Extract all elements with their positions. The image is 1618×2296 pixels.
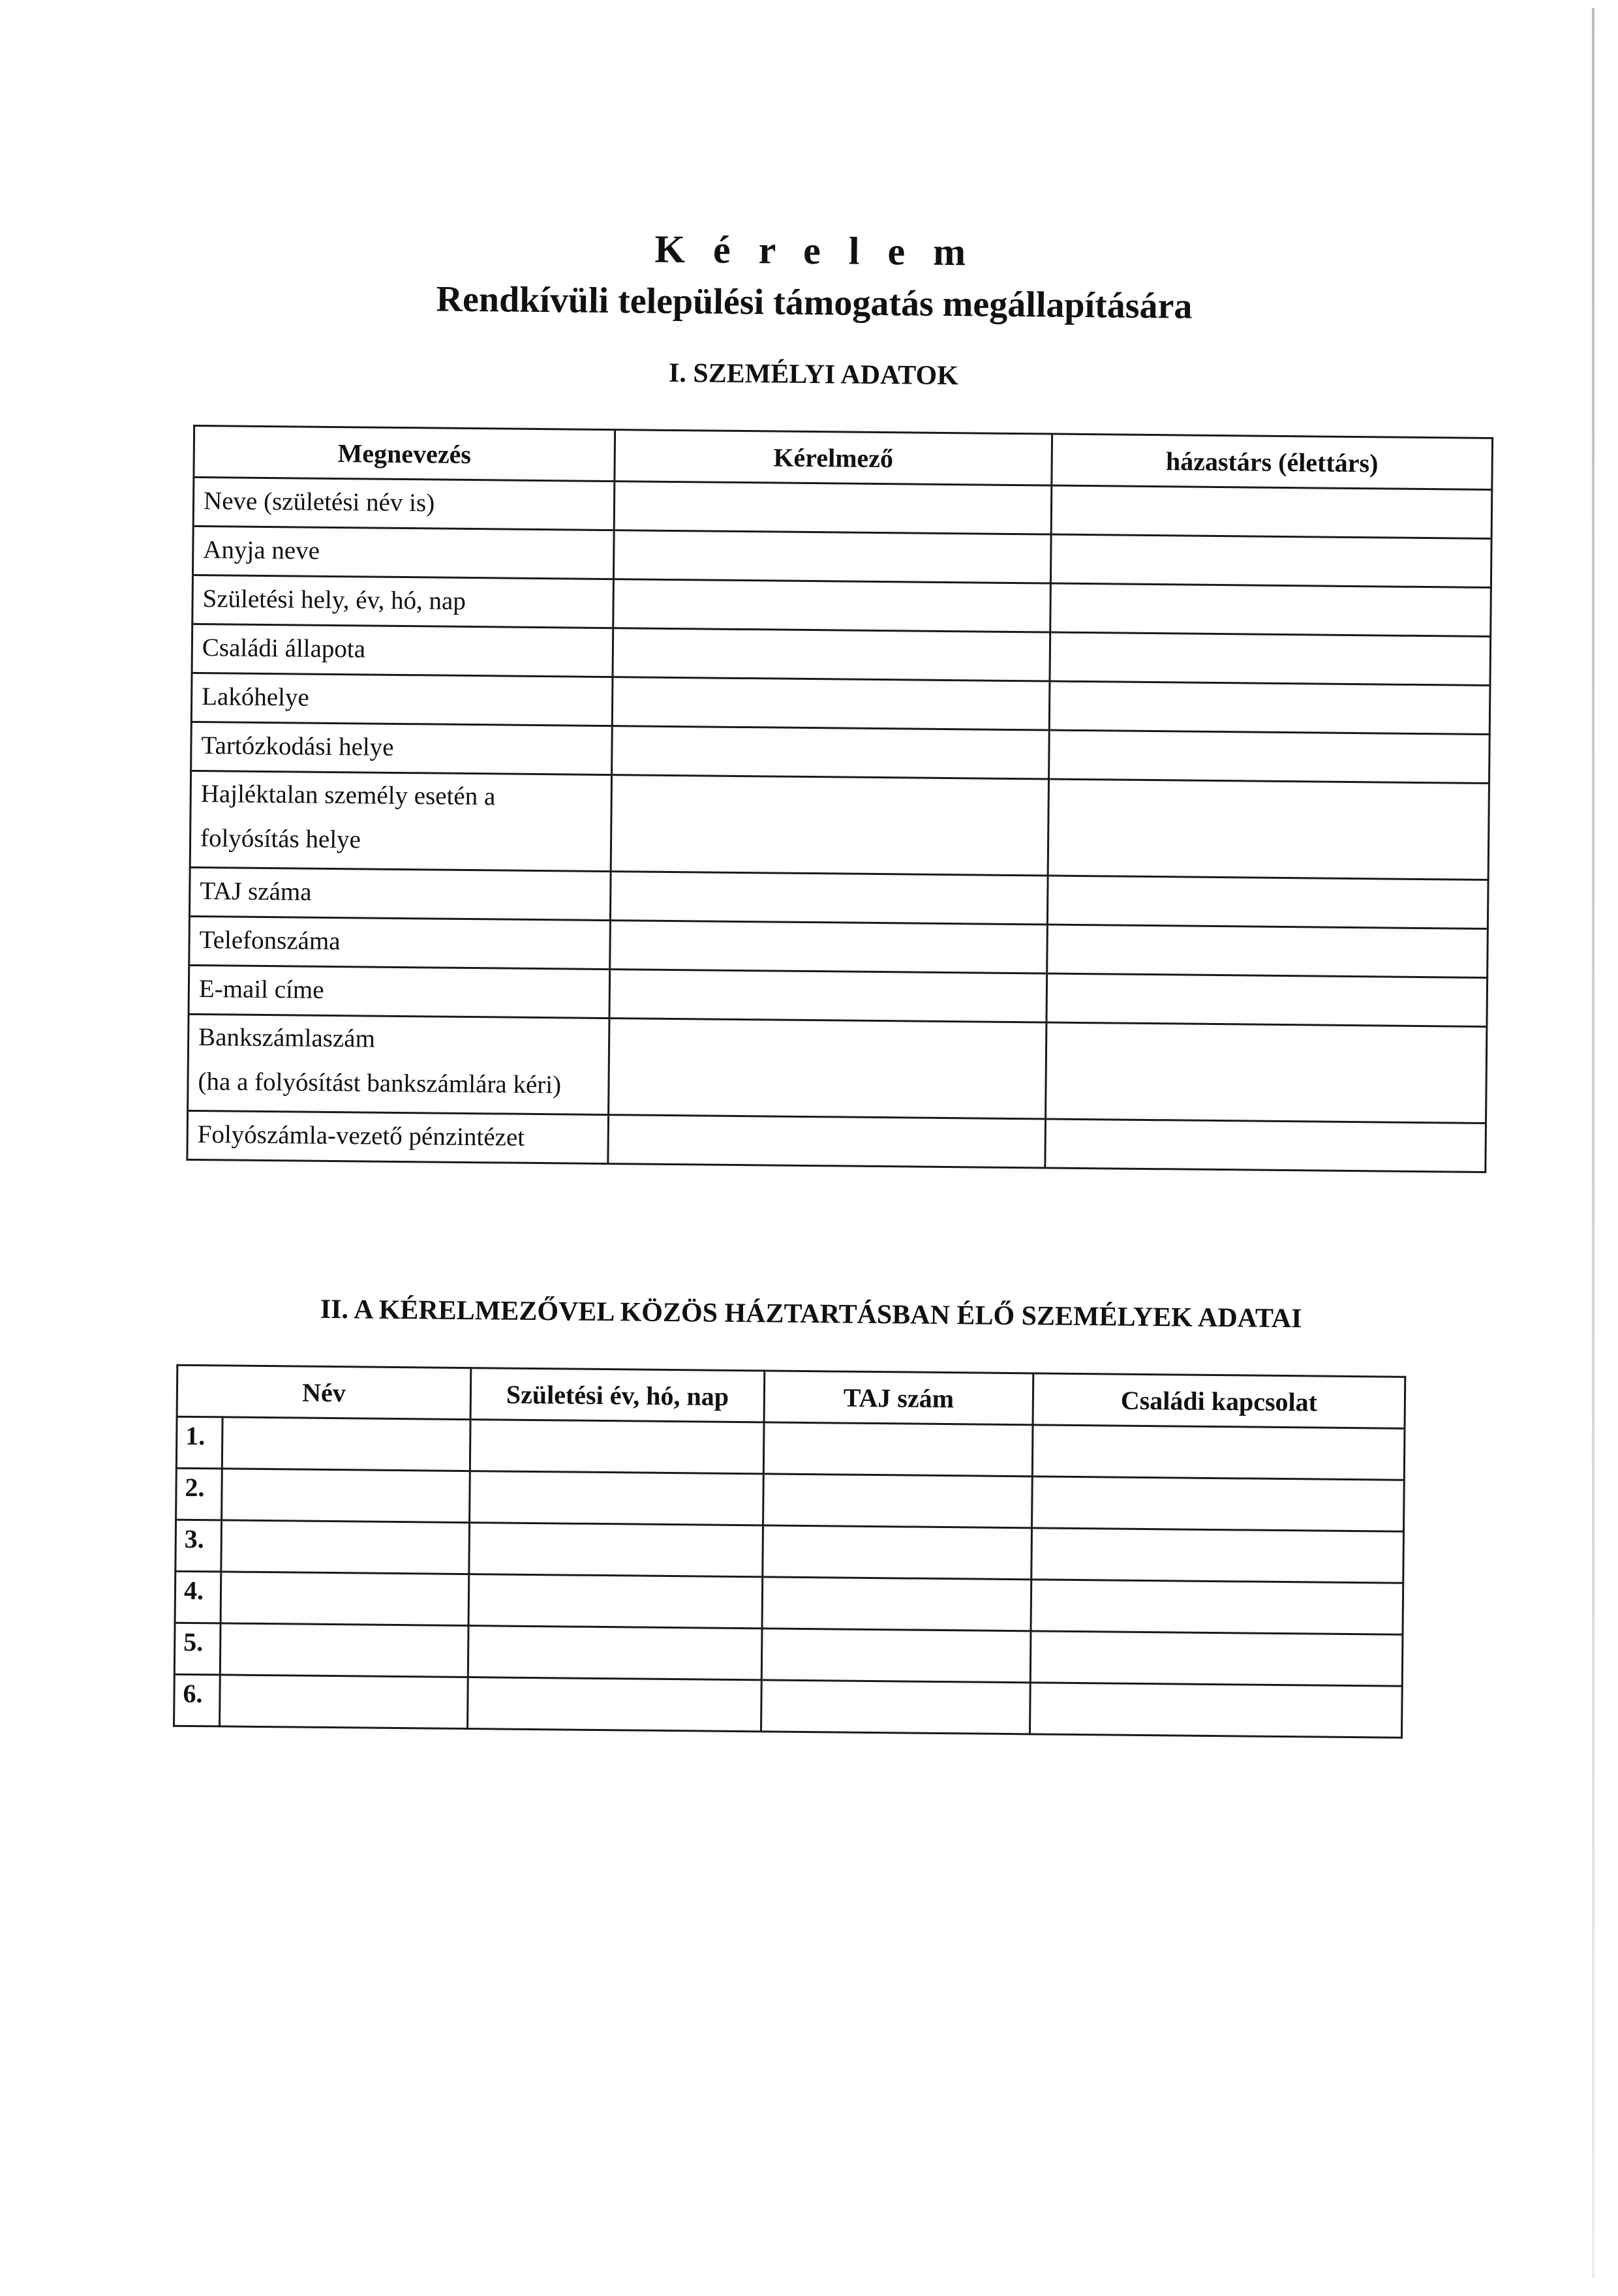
spouse-bank-institution-field[interactable] <box>1045 1119 1486 1172</box>
row-label-line: Bankszámlaszám <box>198 1023 376 1053</box>
spouse-taj-field[interactable] <box>1047 876 1488 928</box>
spouse-name-field[interactable] <box>1051 485 1492 538</box>
member-name-field[interactable] <box>220 1623 468 1677</box>
spouse-birth-field[interactable] <box>1050 583 1491 636</box>
row-label-bank-institution: Folyószámla-vezető pénzintézet <box>187 1110 609 1163</box>
row-label-bank-account <box>188 1014 609 1114</box>
document-title: K é r e l e m <box>654 227 975 274</box>
column-header-relation: Családi kapcsolat <box>1033 1373 1405 1428</box>
member-birth-field[interactable] <box>470 1420 764 1474</box>
column-header-applicant: Kérelmező <box>615 430 1052 485</box>
column-header-designation: Megnevezés <box>194 425 615 481</box>
spouse-marital-status-field[interactable] <box>1050 632 1491 685</box>
household-members-table <box>173 1364 1406 1739</box>
applicant-homeless-payment-place-field[interactable] <box>611 775 1048 876</box>
member-relation-field[interactable] <box>1031 1580 1403 1634</box>
applicant-name-field[interactable] <box>614 482 1052 534</box>
table-row <box>188 1014 1487 1123</box>
row-label-phone: Telefonszáma <box>189 916 611 969</box>
member-relation-field[interactable] <box>1030 1631 1403 1686</box>
section-household-heading: II. A KÉRELMEZŐVEL KÖZÖS HÁZTARTÁSBAN ÉLŐ SZEMÉLYEK ADATAI <box>320 1294 1302 1334</box>
row-label-birth: Születési hely, év, hó, nap <box>192 575 614 628</box>
member-taj-field[interactable] <box>763 1422 1033 1477</box>
member-name-field[interactable] <box>221 1572 469 1626</box>
spouse-bank-account-field[interactable] <box>1046 1022 1487 1123</box>
member-taj-field[interactable] <box>761 1629 1031 1683</box>
row-label-email: E-mail címe <box>189 965 610 1018</box>
section-personal-heading: I. SZEMÉLYI ADATOK <box>668 358 959 391</box>
applicant-birth-field[interactable] <box>613 579 1051 632</box>
member-taj-field[interactable] <box>763 1474 1033 1528</box>
row-label-temporary-residence: Tartózkodási helye <box>191 722 613 774</box>
column-header-name: Név <box>177 1365 471 1419</box>
member-relation-field[interactable] <box>1032 1425 1405 1480</box>
spouse-mother-name-field[interactable] <box>1050 534 1491 587</box>
member-name-field[interactable] <box>222 1417 470 1471</box>
member-birth-field[interactable] <box>470 1471 764 1525</box>
personal-data-table <box>186 425 1493 1173</box>
member-birth-field[interactable] <box>468 1626 762 1680</box>
spouse-phone-field[interactable] <box>1047 925 1488 977</box>
applicant-phone-field[interactable] <box>610 921 1048 973</box>
column-header-taj: TAJ szám <box>764 1371 1033 1425</box>
table-row <box>174 1674 1403 1737</box>
document-subtitle: Rendkívüli települési támogatás megállapítására <box>436 279 1193 327</box>
row-number: 1. <box>176 1416 222 1469</box>
row-label-taj: TAJ száma <box>189 867 611 920</box>
member-birth-field[interactable] <box>468 1677 762 1732</box>
row-label-line: folyósítás helye <box>200 824 361 854</box>
row-label-residence: Lakóhelye <box>191 673 613 726</box>
row-label-line: (ha a folyósítást bankszámlára kéri) <box>198 1067 562 1099</box>
column-header-birth: Születési év, hó, nap <box>470 1368 765 1422</box>
member-taj-field[interactable] <box>761 1680 1031 1734</box>
column-header-spouse: házastárs (élettárs) <box>1052 434 1493 489</box>
applicant-residence-field[interactable] <box>612 677 1050 730</box>
row-number: 4. <box>175 1571 221 1623</box>
row-label-line: Hajléktalan személy esetén a <box>200 780 496 811</box>
member-taj-field[interactable] <box>763 1525 1032 1580</box>
applicant-mother-name-field[interactable] <box>613 530 1051 583</box>
member-relation-field[interactable] <box>1030 1683 1402 1737</box>
applicant-email-field[interactable] <box>609 970 1047 1022</box>
member-name-field[interactable] <box>220 1675 468 1729</box>
member-name-field[interactable] <box>222 1469 470 1523</box>
applicant-temporary-residence-field[interactable] <box>612 726 1050 779</box>
applicant-bank-institution-field[interactable] <box>608 1115 1046 1168</box>
row-label-homeless-payment-place <box>190 771 611 871</box>
member-relation-field[interactable] <box>1031 1528 1404 1583</box>
table-row <box>190 771 1489 880</box>
spouse-homeless-payment-place-field[interactable] <box>1048 779 1489 880</box>
member-taj-field[interactable] <box>762 1577 1031 1631</box>
row-number: 6. <box>174 1674 221 1726</box>
applicant-taj-field[interactable] <box>610 872 1048 925</box>
member-birth-field[interactable] <box>469 1523 763 1577</box>
member-name-field[interactable] <box>221 1520 470 1574</box>
spouse-temporary-residence-field[interactable] <box>1049 730 1490 783</box>
spouse-residence-field[interactable] <box>1049 681 1490 734</box>
member-birth-field[interactable] <box>468 1574 763 1629</box>
row-number: 3. <box>176 1520 222 1572</box>
row-label-name: Neve (születési név is) <box>193 477 615 530</box>
member-relation-field[interactable] <box>1032 1477 1405 1531</box>
row-number: 5. <box>174 1623 221 1675</box>
row-number: 2. <box>176 1468 222 1520</box>
row-label-mother-name: Anyja neve <box>192 526 614 579</box>
applicant-marital-status-field[interactable] <box>613 628 1050 681</box>
applicant-bank-account-field[interactable] <box>609 1018 1046 1119</box>
spouse-email-field[interactable] <box>1046 973 1488 1026</box>
row-label-marital-status: Családi állapota <box>192 624 613 677</box>
